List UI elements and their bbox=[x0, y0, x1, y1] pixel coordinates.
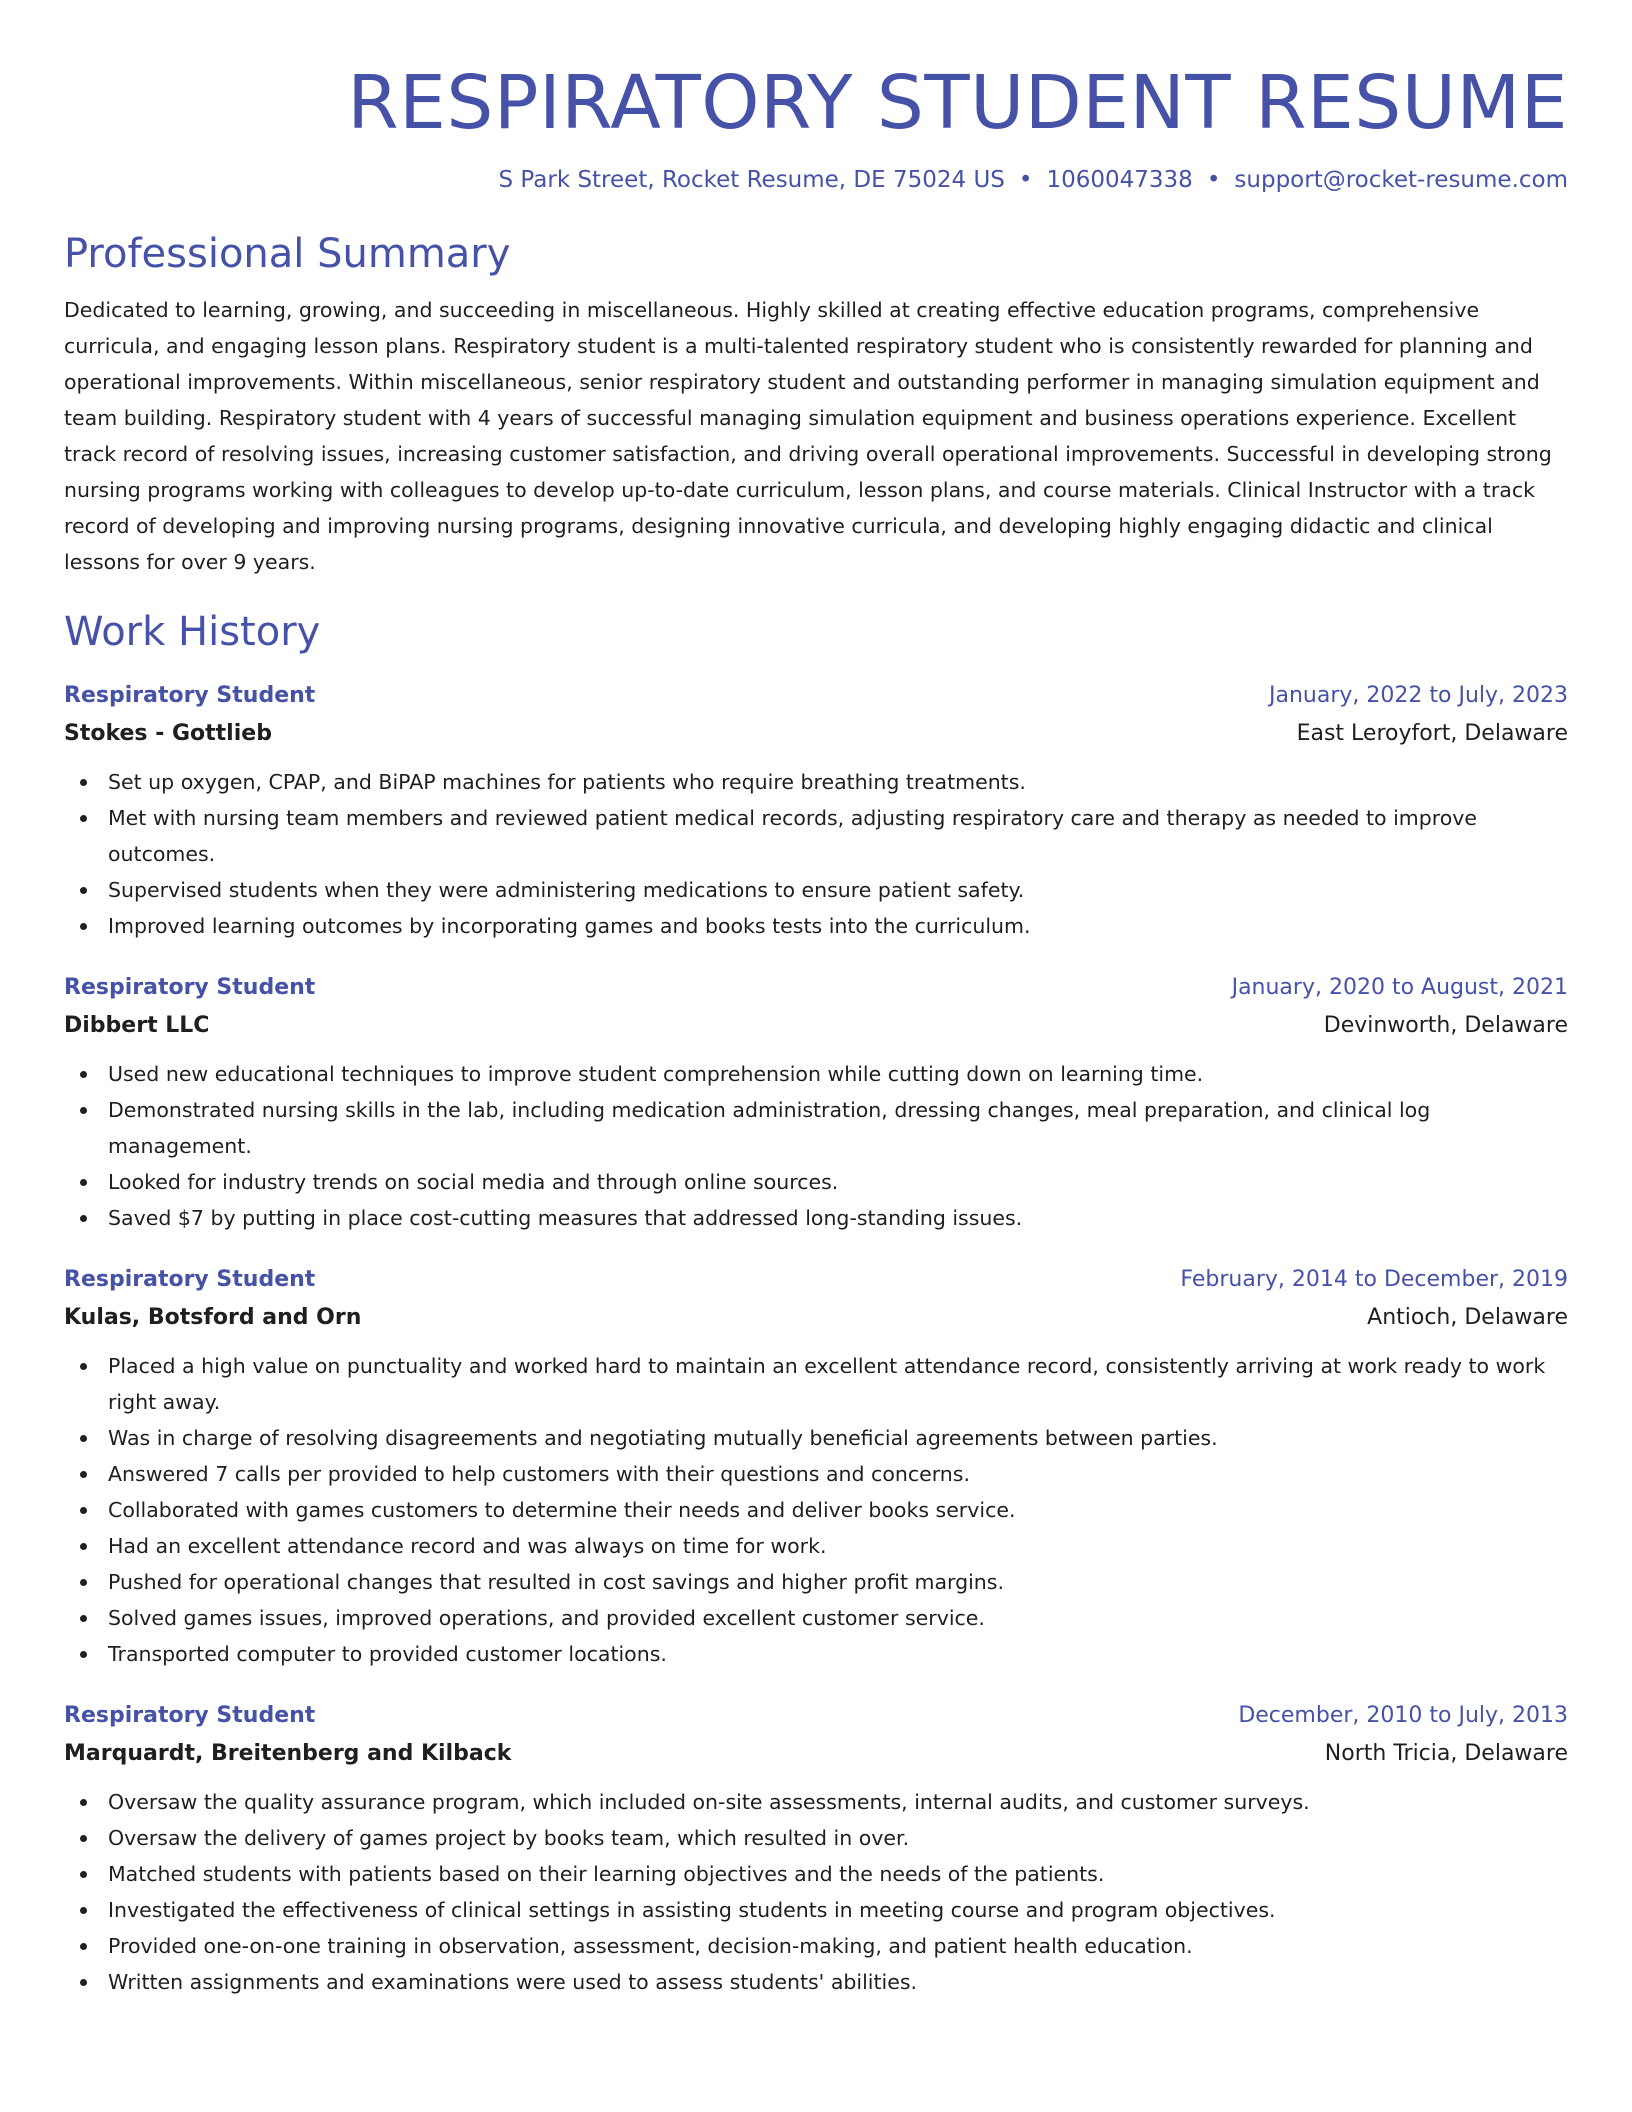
contact-line bbox=[64, 164, 1568, 196]
job-title-row bbox=[64, 1262, 1568, 1298]
job-company-row bbox=[64, 714, 1568, 754]
work-history-list bbox=[64, 678, 1568, 2000]
job-company: Kulas, Botsford and Orn bbox=[64, 1305, 362, 1330]
resume-title: RESPIRATORY STUDENT RESUME bbox=[347, 60, 1568, 146]
job-bullet: Solved games issues, improved operations, and provided excellent customer service. bbox=[64, 1600, 1568, 1636]
job-bullet: Used new educational techniques to improve student comprehension while cutting down on learning time. bbox=[64, 1056, 1568, 1092]
job-title-row bbox=[64, 970, 1568, 1006]
job-bullet: Oversaw the delivery of games project by books team, which resulted in over. bbox=[64, 1820, 1568, 1856]
job-dates: January, 2020 to August, 2021 bbox=[1231, 975, 1568, 1000]
job-bullet: Improved learning outcomes by incorporating games and books tests into the curriculum. bbox=[64, 908, 1568, 944]
job-company: Stokes - Gottlieb bbox=[64, 721, 272, 746]
job-bullet: Collaborated with games customers to determine their needs and deliver books service. bbox=[64, 1492, 1568, 1528]
job-company-row bbox=[64, 1006, 1568, 1046]
job-dates: January, 2022 to July, 2023 bbox=[1269, 683, 1568, 708]
job-company: Marquardt, Breitenberg and Kilback bbox=[64, 1741, 512, 1766]
job-dates: December, 2010 to July, 2013 bbox=[1238, 1703, 1568, 1728]
job-bullet: Demonstrated nursing skills in the lab, including medication administration, dressing changes, meal preparation, and clinical log management. bbox=[64, 1092, 1568, 1164]
job-bullet: Had an excellent attendance record and was always on time for work. bbox=[64, 1528, 1568, 1564]
job-location: East Leroyfort, Delaware bbox=[1296, 721, 1568, 746]
job-title: Respiratory Student bbox=[64, 1267, 316, 1292]
job-entry bbox=[64, 678, 1568, 944]
job-bullet: Provided one-on-one training in observation, assessment, decision-making, and patient health education. bbox=[64, 1928, 1568, 1964]
summary-text: Dedicated to learning, growing, and succeeding in miscellaneous. Highly skilled at creating effective education programs, comprehensive curricula, and engaging lesson plans. Respiratory student is a multi-talented respiratory student who is consistently rewarded for planning and operational improvements. Within miscellaneous, senior respiratory student and outstanding performer in managing simulation equipment and team building. Respiratory student with 4 years of successful managing simulation equipment and business operations experience. Excellent track record of resolving issues, increasing customer satisfaction, and driving overall operational improvements. Successful in developing strong nursing programs working with colleagues to develop up-to-date curriculum, lesson plans, and course materials. Clinical Instructor with a track record of developing and improving nursing programs, designing innovative curricula, and developing highly engaging didactic and clinical lessons for over 9 years. bbox=[64, 298, 1552, 574]
job-bullet: Placed a high value on punctuality and worked hard to maintain an excellent attendance record, consistently arriving at work ready to work right away. bbox=[64, 1348, 1568, 1420]
job-title: Respiratory Student bbox=[64, 1703, 316, 1728]
job-title-row bbox=[64, 1698, 1568, 1734]
job-title: Respiratory Student bbox=[64, 683, 316, 708]
job-bullet: Pushed for operational changes that resulted in cost savings and higher profit margins. bbox=[64, 1564, 1568, 1600]
contact-separator: • bbox=[1206, 167, 1221, 193]
job-bullet: Supervised students when they were administering medications to ensure patient safety. bbox=[64, 872, 1568, 908]
job-entry bbox=[64, 970, 1568, 1236]
job-company-row bbox=[64, 1734, 1568, 1774]
resume-page bbox=[64, 0, 1568, 2000]
job-bullet: Investigated the effectiveness of clinical settings in assisting students in meeting course and program objectives. bbox=[64, 1892, 1568, 1928]
job-bullet: Saved $7 by putting in place cost-cutting measures that addressed long-standing issues. bbox=[64, 1200, 1568, 1236]
job-title-row bbox=[64, 678, 1568, 714]
contact-phone: 1060047338 bbox=[1046, 167, 1193, 193]
job-bullet-list bbox=[64, 1784, 1568, 2000]
work-history-heading: Work History bbox=[64, 609, 321, 655]
job-bullet: Set up oxygen, CPAP, and BiPAP machines for patients who require breathing treatments. bbox=[64, 764, 1568, 800]
job-title: Respiratory Student bbox=[64, 975, 316, 1000]
contact-separator: • bbox=[1018, 167, 1033, 193]
job-bullet-list bbox=[64, 1056, 1568, 1236]
job-bullet: Was in charge of resolving disagreements and negotiating mutually beneficial agreements between parties. bbox=[64, 1420, 1568, 1456]
job-bullet: Transported computer to provided customer locations. bbox=[64, 1636, 1568, 1672]
job-bullet: Met with nursing team members and reviewed patient medical records, adjusting respiratory care and therapy as needed to improve outcomes. bbox=[64, 800, 1568, 872]
job-company-row bbox=[64, 1298, 1568, 1338]
job-bullet: Written assignments and examinations were used to assess students' abilities. bbox=[64, 1964, 1568, 2000]
job-location: North Tricia, Delaware bbox=[1324, 1741, 1568, 1766]
summary-heading: Professional Summary bbox=[64, 231, 511, 277]
job-dates: February, 2014 to December, 2019 bbox=[1180, 1267, 1568, 1292]
job-bullet-list bbox=[64, 764, 1568, 944]
job-entry bbox=[64, 1262, 1568, 1672]
job-bullet-list bbox=[64, 1348, 1568, 1672]
contact-email: support@rocket-resume.com bbox=[1234, 167, 1568, 193]
job-location: Devinworth, Delaware bbox=[1323, 1013, 1568, 1038]
job-bullet: Looked for industry trends on social media and through online sources. bbox=[64, 1164, 1568, 1200]
job-bullet: Answered 7 calls per provided to help customers with their questions and concerns. bbox=[64, 1456, 1568, 1492]
job-company: Dibbert LLC bbox=[64, 1013, 210, 1038]
job-location: Antioch, Delaware bbox=[1367, 1305, 1568, 1330]
job-bullet: Matched students with patients based on their learning objectives and the needs of the patients. bbox=[64, 1856, 1568, 1892]
job-bullet: Oversaw the quality assurance program, which included on-site assessments, internal audits, and customer surveys. bbox=[64, 1784, 1568, 1820]
job-entry bbox=[64, 1698, 1568, 2000]
contact-address: S Park Street, Rocket Resume, DE 75024 US bbox=[498, 167, 1005, 193]
